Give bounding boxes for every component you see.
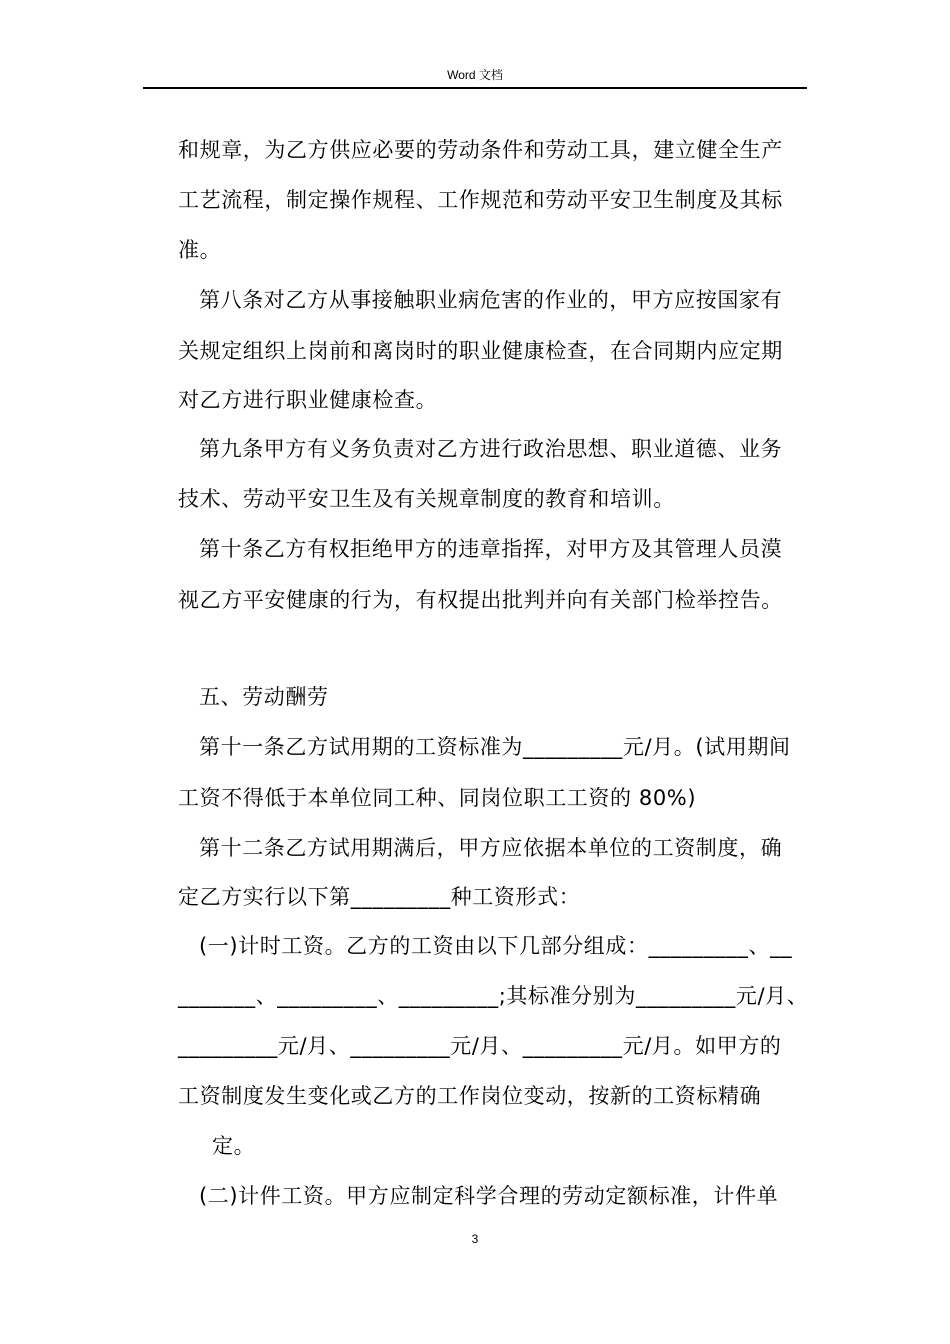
text-line: 第十一条乙方试用期的工资标准为_________元/月。(试用期间: [199, 735, 791, 759]
text-line: 定。: [212, 1134, 256, 1158]
header-divider: [143, 87, 807, 89]
text-line: 工资不得低于本单位同工种、同岗位职工工资的 80%): [178, 786, 697, 810]
text-line: 技术、劳动平安卫生及有关规章制度的教育和培训。: [178, 487, 675, 511]
header-title: Word 文档: [447, 68, 503, 82]
text-line: _________元/月、_________元/月、_________元/月。如甲方的: [178, 1034, 782, 1058]
text-line: 第九条甲方有义务负责对乙方进行政治思想、职业道德、业务: [199, 437, 783, 461]
text-line: 工艺流程，制定操作规程、工作规范和劳动平安卫生制度及其标: [178, 188, 783, 212]
text-line: 准。: [178, 238, 222, 262]
text-line: 第十二条乙方试用期满后，甲方应依据本单位的工资制度，确: [199, 836, 783, 860]
text-line: 对乙方进行职业健康检查。: [178, 388, 438, 412]
text-line: (一)计时工资。乙方的工资由以下几部分组成：_________、__: [199, 934, 793, 958]
text-line: 和规章，为乙方供应必要的劳动条件和劳动工具，建立健全生产: [178, 138, 783, 162]
page-number: 3: [471, 1232, 479, 1246]
text-line: 定乙方实行以下第_________种工资形式：: [178, 885, 581, 909]
text-line: 视乙方平安健康的行为，有权提出批判并向有关部门检举控告。: [178, 588, 783, 612]
text-line: 关规定组织上岗前和离岗时的职业健康检查，在合同期内应定期: [178, 339, 783, 363]
text-line: 第十条乙方有权拒绝甲方的违章指挥，对甲方及其管理人员漠: [199, 537, 783, 561]
text-line: (二)计件工资。甲方应制定科学合理的劳动定额标准，计件单: [199, 1184, 779, 1208]
text-line: 第八条对乙方从事接触职业病危害的作业的，甲方应按国家有: [199, 288, 783, 312]
section-heading: 五、劳动酬劳: [199, 685, 329, 709]
text-line: _______、_________、_________;其标准分别为_________元/月、: [178, 984, 809, 1008]
text-line: 工资制度发生变化或乙方的工作岗位变动，按新的工资标精确: [178, 1084, 762, 1108]
